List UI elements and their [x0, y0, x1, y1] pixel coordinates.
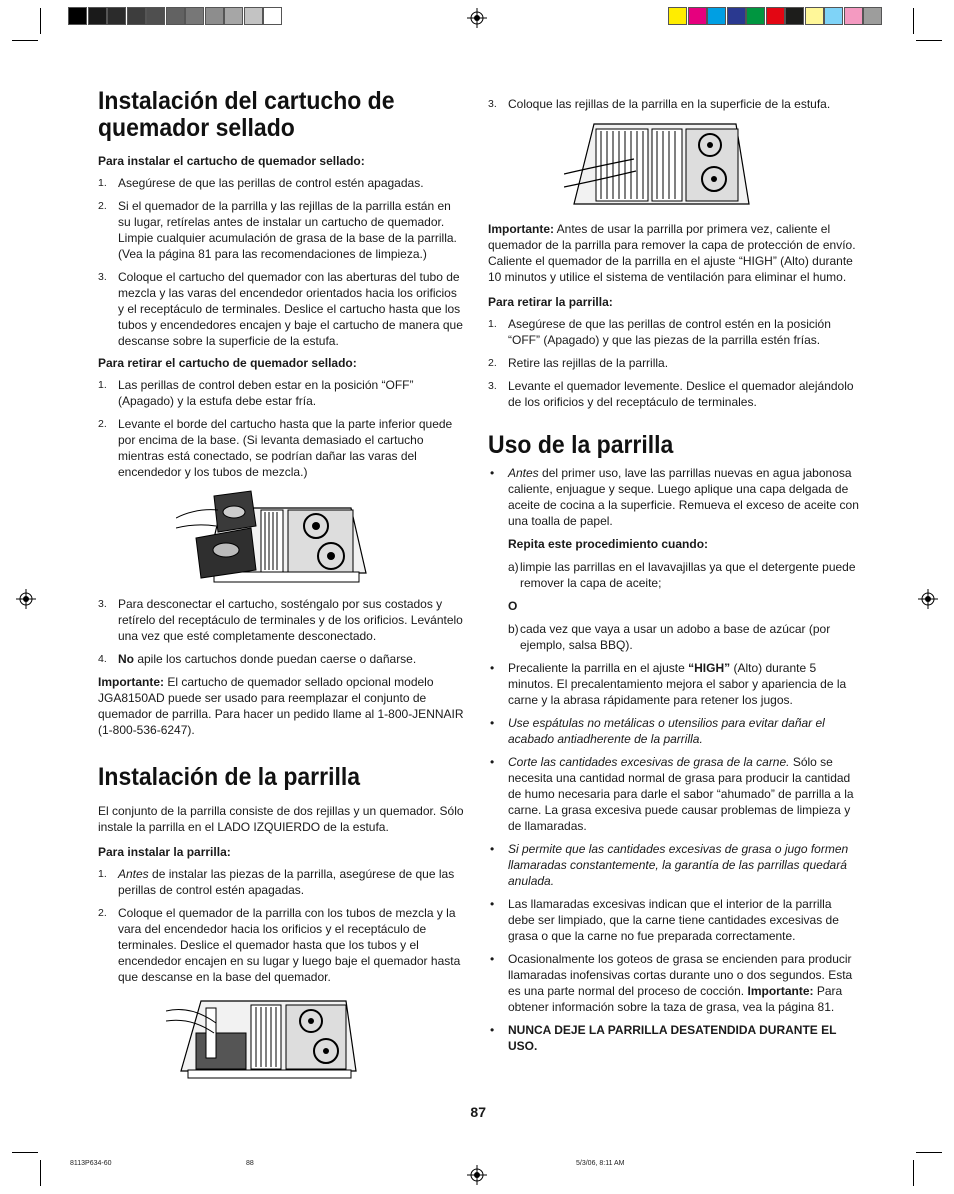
subheading-install-cartridge: Para instalar el cartucho de quemador sellado:: [98, 154, 365, 168]
color-swatch: [224, 7, 243, 25]
list-item: 4. No apile los cartuchos donde puedan caerse o dañarse.: [98, 652, 417, 666]
footer-date: 5/3/06, 8:11 AM: [576, 1160, 625, 1167]
color-swatch: [185, 7, 204, 25]
color-swatch: [107, 7, 126, 25]
repeat-note: Repita este procedimiento cuando:: [508, 537, 709, 551]
color-swatch: [263, 7, 282, 25]
registration-mark-icon: [16, 589, 36, 609]
important-note: Importante: Antes de usar la parrilla por primera vez, caliente el quemador de la parrilla para remover la capa de protección de envío. Caliente el quemador de la parrilla en el ajuste “HIGH” (Alto) durante 10 minutos y utilice el sistema de ventilación para eliminar el humo.: [488, 222, 856, 284]
right-column: [488, 96, 860, 1061]
list-item: 2. Coloque el quemador de la parrilla con los tubos de mezcla y la vara del encendedor hacia los orificios y el receptáculo de terminales. Deslice el quemador hasta que los tubos y el encendedor encajen en su lugar y luego baje el quemador hasta que descanse en la base del quemador.: [98, 906, 461, 984]
color-swatch: [88, 7, 107, 25]
list-item: 1. Asegúrese de que las perillas de control estén apagadas.: [98, 176, 424, 190]
bullet-item: • Use espátulas no metálicas o utensilios para evitar dañar el acabado antiadherente de la parrilla.: [490, 716, 825, 746]
heading-grill-use: Uso de la parrilla: [488, 431, 674, 459]
cartridge-removal-illustration: [176, 488, 376, 588]
list-item: 3. Levante el quemador levemente. Deslice el quemador alejándolo de los orificios y del receptáculo de terminales.: [488, 379, 854, 409]
list-item: 2. Retire las rejillas de la parrilla.: [488, 356, 669, 370]
color-swatch: [785, 7, 804, 25]
sub-item: a) limpie las parrillas en el lavavajillas ya que el detergente puede remover la capa de aceite;: [508, 560, 856, 590]
color-swatch: [805, 7, 824, 25]
registration-mark-icon: [918, 589, 938, 609]
list-item: 3. Coloque el cartucho del quemador con las aberturas del tubo de mezcla y las varas del encendedor orientados hacia los orificios y el receptáculo de terminales. Deslice el cartucho hasta que los tubos y encendedores encajen y baje el cartucho de manera que descanse sobre la superficie de la estufa.: [98, 270, 463, 348]
important-note: Importante: El cartucho de quemador sellado opcional modelo JGA8150AD puede ser usado para reemplazar el conjunto de quemador de parrilla. Para hacer un pedido llame al 1-800-JENNAIR (1-800-536-6247).: [98, 675, 464, 737]
left-column: [98, 88, 466, 1079]
bullet-item: • Las llamaradas excesivas indican que el interior de la parrilla debe ser limpiado, que la carne tiene cantidades excesivas de grasa o que la carne no fue preparada correctamente.: [490, 897, 839, 943]
list-item: 1. Antes de instalar las piezas de la parrilla, asegúrese de que las perillas de control estén apagadas.: [98, 867, 455, 897]
page-number: 87: [470, 1104, 486, 1120]
color-swatch: [863, 7, 882, 25]
bullet-item: • NUNCA DEJE LA PARRILLA DESATENDIDA DURANTE EL USO.: [490, 1023, 837, 1053]
bullet-item: • Antes del primer uso, lave las parrillas nuevas en agua jabonosa caliente, enjuague y seque. Luego aplique una capa delgada de aceite de cocina a la superficie. Remueva el exceso de aceite con una toalla de papel.: [490, 466, 859, 528]
grill-grates-illustration: [564, 119, 754, 211]
grill-burner-installation-illustration: [166, 993, 366, 1079]
subheading-remove-grill: Para retirar la parrilla:: [488, 295, 613, 309]
bullet-item: • Corte las cantidades excesivas de grasa de la carne. Sólo se necesita una cantidad normal de grasa para producir la cantidad de humo necesaria para darle el sabor “ahumado” de parrilla a la carne. La grasa excesiva puede causar problemas de limpieza y de llamaradas.: [490, 755, 854, 833]
color-swatch: [746, 7, 765, 25]
bullet-item: • Precaliente la parrilla en el ajuste “HIGH” (Alto) durante 5 minutos. El precalentamiento mejora el sabor y apariencia de la carne y la abrasa rápidamente para retener los jugos.: [490, 661, 847, 707]
list-item: 2. Levante el borde del cartucho hasta que la parte inferior quede por encima de la base. (Si levanta demasiado el cartucho mientras está conectado, se podrían dañar las varas del encendedor y los tubos de mezcla.): [98, 417, 453, 479]
color-swatch: [205, 7, 224, 25]
heading-grill-installation: Instalación de la parrilla: [98, 763, 361, 791]
color-swatch: [707, 7, 726, 25]
color-swatch: [844, 7, 863, 25]
color-swatch: [244, 7, 263, 25]
color-swatch: [127, 7, 146, 25]
list-item: 3. Coloque las rejillas de la parrilla en la superficie de la estufa.: [488, 97, 831, 111]
sub-item: b) cada vez que vaya a usar un adobo a base de azúcar (por ejemplo, salsa BBQ).: [508, 622, 831, 652]
or-label: O: [508, 599, 518, 613]
footer-code: 8113P634-60: [70, 1160, 112, 1167]
color-swatch: [824, 7, 843, 25]
subheading-install-grill: Para instalar la parrilla:: [98, 845, 231, 859]
registration-mark-icon: [467, 8, 487, 28]
subheading-remove-cartridge: Para retirar el cartucho de quemador sellado:: [98, 356, 357, 370]
color-swatch: [668, 7, 687, 25]
list-item: 1. Las perillas de control deben estar en la posición “OFF” (Apagado) y la estufa debe estar fría.: [98, 378, 414, 408]
footer-page: 88: [246, 1160, 254, 1167]
bullet-item: • Ocasionalmente los goteos de grasa se encienden para producir llamaradas inofensivas cortas durante uno o dos segundos. Esta es una parte normal del proceso de cocción. Importante: Para obtener información sobre la taza de grasa, vea la página 81.: [490, 952, 853, 1014]
list-item: 1. Asegúrese de que las perillas de control estén en la posición “OFF” (Apagado) y que las piezas de la parrilla estén frías.: [488, 317, 831, 347]
color-swatch: [688, 7, 707, 25]
color-swatch: [766, 7, 785, 25]
color-swatch: [146, 7, 165, 25]
registration-mark-icon: [467, 1165, 487, 1185]
color-swatch: [727, 7, 746, 25]
grill-intro: El conjunto de la parrilla consiste de dos rejillas y un quemador. Sólo instale la parrilla en el LADO IZQUIERDO de la estufa.: [98, 804, 464, 834]
list-item: 3. Para desconectar el cartucho, sosténgalo por sus costados y retírelo del receptáculo de terminales y de los orificios. Levántelo una vez que esté completamente desconectado.: [98, 597, 463, 643]
heading-cartridge: Instalación del cartucho de quemador sellado: [98, 87, 395, 142]
color-swatch: [68, 7, 87, 25]
color-swatch: [166, 7, 185, 25]
list-item: 2. Si el quemador de la parrilla y las rejillas de la parrilla están en su lugar, retírelas antes de instalar un cartucho de quemador. Limpie cualquier acumulación de grasa de la base de la parrilla. (Vea la página 81 para las recomendaciones de limpieza.): [98, 199, 457, 261]
bullet-item: • Si permite que las cantidades excesivas de grasa o jugo formen llamaradas constantemente, la garantía de las parrillas quedará anulada.: [490, 842, 849, 888]
